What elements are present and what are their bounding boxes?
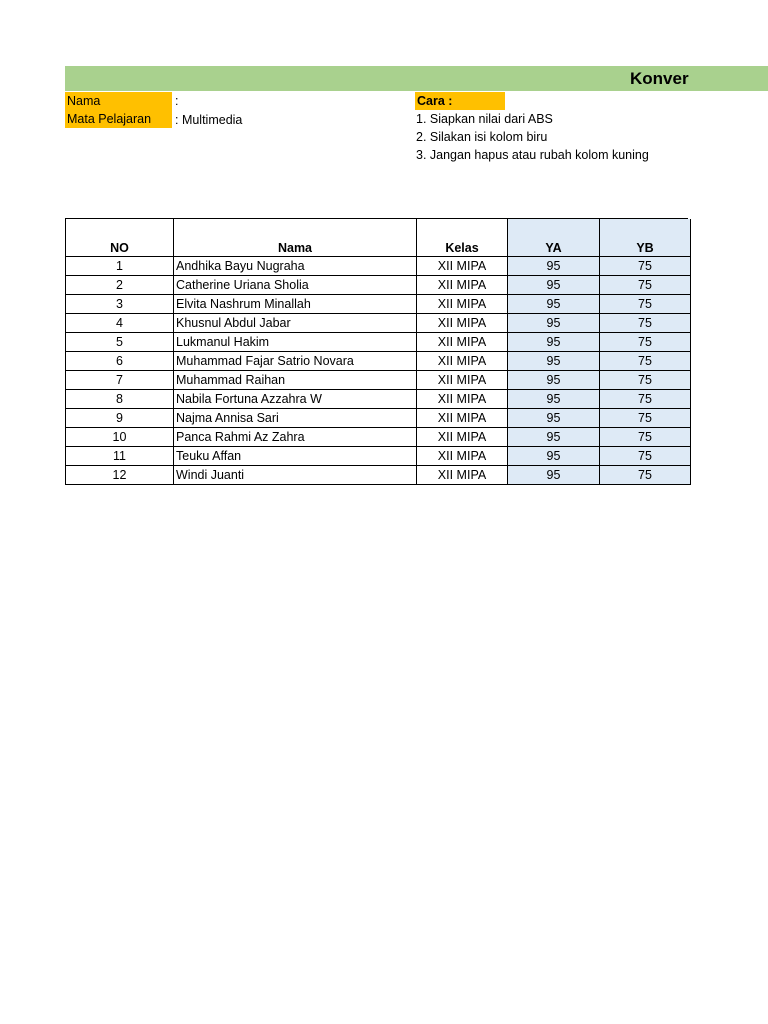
cell-kelas: XII MIPA (417, 466, 508, 485)
header-no: NO (66, 219, 174, 257)
header-ya: YA (508, 219, 600, 257)
cell-no: 4 (66, 314, 174, 333)
page-title: Konver (630, 69, 689, 88)
cell-nama: Lukmanul Hakim (174, 333, 417, 352)
table-row (66, 333, 691, 352)
nilai-table (65, 218, 691, 485)
table-row (66, 447, 691, 466)
title-band (65, 66, 768, 91)
table-row (66, 295, 691, 314)
cell-yb[interactable]: 75 (600, 428, 691, 447)
table-row (66, 390, 691, 409)
cell-yb[interactable]: 75 (600, 257, 691, 276)
cell-kelas: XII MIPA (417, 409, 508, 428)
cell-nama: Elvita Nashrum Minallah (174, 295, 417, 314)
cell-yb[interactable]: 75 (600, 409, 691, 428)
cell-no: 1 (66, 257, 174, 276)
cell-kelas: XII MIPA (417, 333, 508, 352)
cell-yb[interactable]: 75 (600, 466, 691, 485)
cell-kelas: XII MIPA (417, 371, 508, 390)
header-nama: Nama (174, 219, 417, 257)
cell-nama: Muhammad Raihan (174, 371, 417, 390)
cell-nama: Windi Juanti (174, 466, 417, 485)
cell-kelas: XII MIPA (417, 447, 508, 466)
cell-yb[interactable]: 75 (600, 276, 691, 295)
cell-ya[interactable]: 95 (508, 466, 600, 485)
cara-step-2: 2. Silakan isi kolom biru (416, 130, 548, 144)
cell-no: 11 (66, 447, 174, 466)
table-row (66, 276, 691, 295)
cell-no: 6 (66, 352, 174, 371)
cell-nama: Nabila Fortuna Azzahra W (174, 390, 417, 409)
cell-nama: Panca Rahmi Az Zahra (174, 428, 417, 447)
mata-pelajaran-label: Mata Pelajaran (65, 110, 172, 128)
cell-ya[interactable]: 95 (508, 276, 600, 295)
table-body (66, 257, 691, 485)
cell-kelas: XII MIPA (417, 257, 508, 276)
table-row (66, 466, 691, 485)
cell-yb[interactable]: 75 (600, 314, 691, 333)
mata-pelajaran-value[interactable]: : Multimedia (175, 113, 243, 127)
cell-nama: Catherine Uriana Sholia (174, 276, 417, 295)
cell-kelas: XII MIPA (417, 390, 508, 409)
cell-kelas: XII MIPA (417, 295, 508, 314)
cell-no: 10 (66, 428, 174, 447)
cell-yb[interactable]: 75 (600, 447, 691, 466)
cell-yb[interactable]: 75 (600, 390, 691, 409)
cell-kelas: XII MIPA (417, 314, 508, 333)
cell-yb[interactable]: 75 (600, 371, 691, 390)
cell-ya[interactable]: 95 (508, 409, 600, 428)
cell-kelas: XII MIPA (417, 428, 508, 447)
cell-ya[interactable]: 95 (508, 390, 600, 409)
cell-nama: Khusnul Abdul Jabar (174, 314, 417, 333)
cell-no: 2 (66, 276, 174, 295)
cell-no: 5 (66, 333, 174, 352)
cell-ya[interactable]: 95 (508, 257, 600, 276)
table-row (66, 371, 691, 390)
nama-label: Nama (65, 92, 172, 110)
cell-ya[interactable]: 95 (508, 352, 600, 371)
cell-yb[interactable]: 75 (600, 352, 691, 371)
cara-label: Cara : (415, 92, 505, 110)
cara-step-1: 1. Siapkan nilai dari ABS (416, 112, 553, 126)
table-row (66, 314, 691, 333)
cell-no: 7 (66, 371, 174, 390)
cell-yb[interactable]: 75 (600, 333, 691, 352)
cell-yb[interactable]: 75 (600, 295, 691, 314)
table-row (66, 352, 691, 371)
cell-no: 3 (66, 295, 174, 314)
cell-kelas: XII MIPA (417, 352, 508, 371)
cara-step-3: 3. Jangan hapus atau rubah kolom kuning (416, 148, 649, 162)
cell-ya[interactable]: 95 (508, 428, 600, 447)
cell-ya[interactable]: 95 (508, 447, 600, 466)
table-row (66, 257, 691, 276)
cell-no: 12 (66, 466, 174, 485)
cell-no: 9 (66, 409, 174, 428)
cell-ya[interactable]: 95 (508, 295, 600, 314)
cell-nama: Teuku Affan (174, 447, 417, 466)
table-row (66, 409, 691, 428)
cell-nama: Andhika Bayu Nugraha (174, 257, 417, 276)
cell-nama: Muhammad Fajar Satrio Novara (174, 352, 417, 371)
cell-ya[interactable]: 95 (508, 371, 600, 390)
nama-value[interactable]: : (175, 94, 179, 108)
header-kelas: Kelas (417, 219, 508, 257)
table-row (66, 428, 691, 447)
cell-no: 8 (66, 390, 174, 409)
cell-nama: Najma Annisa Sari (174, 409, 417, 428)
cell-ya[interactable]: 95 (508, 333, 600, 352)
header-yb: YB (600, 219, 691, 257)
table-header-row (66, 219, 691, 257)
cell-ya[interactable]: 95 (508, 314, 600, 333)
cell-kelas: XII MIPA (417, 276, 508, 295)
